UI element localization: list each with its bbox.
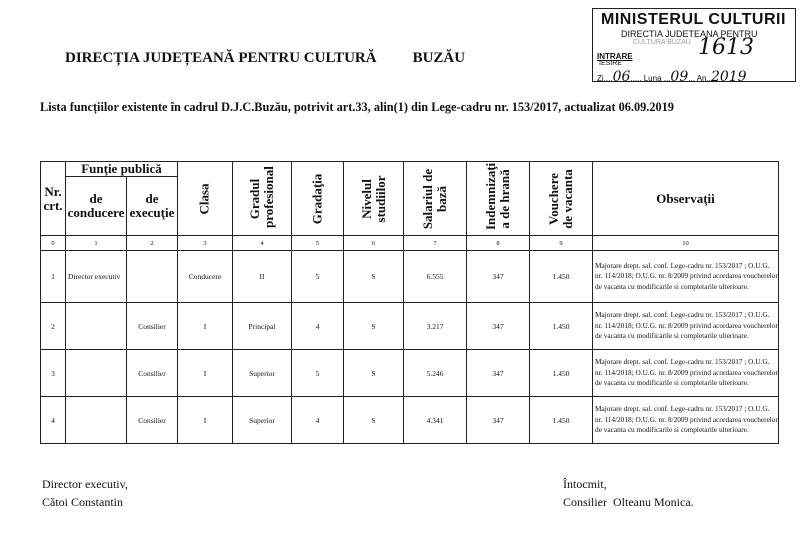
- cell-gradatia: 5: [292, 251, 344, 303]
- cell-vouchere: 1.450: [530, 251, 593, 303]
- cell-observatii: Majorare drept. sal. conf. Lege-cadru nr. 153/2017 ; O.U.G. nr. 114/2018; O.U.G. nr. 8/2009 privind acordarea voucherelor de vacanta cu modificarile si completarile ulterioare.: [593, 350, 779, 397]
- registration-stamp: [592, 8, 796, 85]
- cell-salariu: 4.341: [404, 397, 467, 444]
- cell-nivel: S: [344, 303, 404, 350]
- header-nr: Nr. crt.: [41, 162, 66, 236]
- cell-nivel: S: [344, 397, 404, 444]
- institution-name: DIRECȚIA JUDEȚEANĂ PENTRU CULTURĂ: [65, 50, 377, 66]
- index-cell: 10: [593, 236, 779, 251]
- document-title: [65, 50, 465, 67]
- cell-clasa: Conducere: [178, 251, 233, 303]
- index-cell: 8: [467, 236, 530, 251]
- cell-conducere: [66, 350, 127, 397]
- cell-observatii: Majorare drept. sal. conf. Lege-cadru nr. 153/2017 ; O.U.G. nr. 114/2018; O.U.G. nr. 8/2009 privind acordarea voucherelor de vacanta cu modificarile si completarile ulterioare.: [593, 303, 779, 350]
- stamp-intrare: INTRARE: [597, 52, 633, 61]
- stamp-number: 1613: [698, 35, 754, 60]
- index-cell: 4: [233, 236, 292, 251]
- index-cell: 0: [41, 236, 66, 251]
- header-salariu: Salariul de bază: [404, 162, 467, 236]
- cell-nivel: S: [344, 350, 404, 397]
- header-conducere: de conducere: [66, 177, 127, 236]
- stamp-line3: CULTURA BUZAU: [633, 39, 691, 46]
- cell-grad: II: [233, 251, 292, 303]
- cell-executie: Consilier: [127, 303, 178, 350]
- city-name: BUZĂU: [412, 50, 466, 66]
- stamp-directorate: DIRECTIA JUDETEANA PENTRU: [621, 29, 758, 39]
- cell-conducere: [66, 397, 127, 444]
- cell-gradatia: 5: [292, 350, 344, 397]
- cell-nr: 4: [41, 397, 66, 444]
- table-row: [41, 251, 779, 303]
- cell-nr: 3: [41, 350, 66, 397]
- document-subtitle: Lista funcțiilor existente în cadrul D.J.C.Buzău, potrivit art.33, alin(1) din Lege-cadru nr. 153/2017, actualizat 06.09.2019: [40, 100, 674, 114]
- cell-indemnizatie: 347: [467, 303, 530, 350]
- table-row: [41, 350, 779, 397]
- cell-vouchere: 1.450: [530, 397, 593, 444]
- table-row: [41, 397, 779, 444]
- cell-conducere: [66, 303, 127, 350]
- header-functie-publica: Funţie publică: [66, 162, 178, 177]
- cell-indemnizatie: 347: [467, 350, 530, 397]
- cell-salariu: 5.246: [404, 350, 467, 397]
- cell-clasa: I: [178, 397, 233, 444]
- index-cell: 6: [344, 236, 404, 251]
- index-cell: 9: [530, 236, 593, 251]
- cell-nivel: S: [344, 251, 404, 303]
- header-executie: de execuţie: [127, 177, 178, 236]
- preparer-role: Întocmit,: [563, 477, 607, 491]
- preparer-name: Consilier Olteanu Monica.: [563, 495, 694, 509]
- cell-executie: [127, 251, 178, 303]
- cell-nr: 1: [41, 251, 66, 303]
- cell-gradatia: 4: [292, 397, 344, 444]
- stamp-ministry: MINISTERUL CULTURII: [601, 11, 786, 28]
- header-observatii: Observaţii: [593, 162, 779, 236]
- cell-conducere: Director executiv: [66, 251, 127, 303]
- index-cell: 1: [66, 236, 127, 251]
- director-name: Cătoi Constantin: [42, 495, 123, 509]
- index-cell: 3: [178, 236, 233, 251]
- functions-table: [40, 161, 779, 444]
- table-row: [41, 303, 779, 350]
- index-cell: 2: [127, 236, 178, 251]
- header-nivel: Nivelul studiilor: [344, 162, 404, 236]
- cell-grad: Superior: [233, 397, 292, 444]
- cell-vouchere: 1.450: [530, 350, 593, 397]
- cell-grad: Principal: [233, 303, 292, 350]
- header-gradatia: Gradaţia: [292, 162, 344, 236]
- director-role: Director executiv,: [42, 477, 128, 491]
- header-vouchere: Vouchere de vacanta: [530, 162, 593, 236]
- cell-observatii: Majorare drept. sal. conf. Lege-cadru nr. 153/2017 ; O.U.G. nr. 114/2018; O.U.G. nr. 8/2009 privind acordarea voucherelor de vacanta cu modificarile si completarile ulterioare.: [593, 251, 779, 303]
- stamp-iesire: IESIRE: [599, 60, 622, 67]
- cell-gradatia: 4: [292, 303, 344, 350]
- cell-salariu: 6.555: [404, 251, 467, 303]
- header-indemnizatie: Indemnizaţi a de hrană: [467, 162, 530, 236]
- header-clasa: Clasa: [178, 162, 233, 236]
- index-cell: 5: [292, 236, 344, 251]
- cell-clasa: I: [178, 303, 233, 350]
- index-cell: 7: [404, 236, 467, 251]
- cell-indemnizatie: 347: [467, 397, 530, 444]
- cell-observatii: Majorare drept. sal. conf. Lege-cadru nr. 153/2017 ; O.U.G. nr. 114/2018; O.U.G. nr. 8/2009 privind acordarea voucherelor de vacanta cu modificarile si completarile ulterioare.: [593, 397, 779, 444]
- cell-clasa: I: [178, 350, 233, 397]
- stamp-date: Zi....06..... Luna ...09... An..2019: [597, 69, 747, 85]
- header-grad: Gradul profesional: [233, 162, 292, 236]
- cell-nr: 2: [41, 303, 66, 350]
- cell-executie: Consilier: [127, 350, 178, 397]
- index-row: [41, 236, 779, 251]
- cell-grad: Superior: [233, 350, 292, 397]
- cell-executie: Consilier: [127, 397, 178, 444]
- cell-indemnizatie: 347: [467, 251, 530, 303]
- cell-salariu: 3.217: [404, 303, 467, 350]
- cell-vouchere: 1.450: [530, 303, 593, 350]
